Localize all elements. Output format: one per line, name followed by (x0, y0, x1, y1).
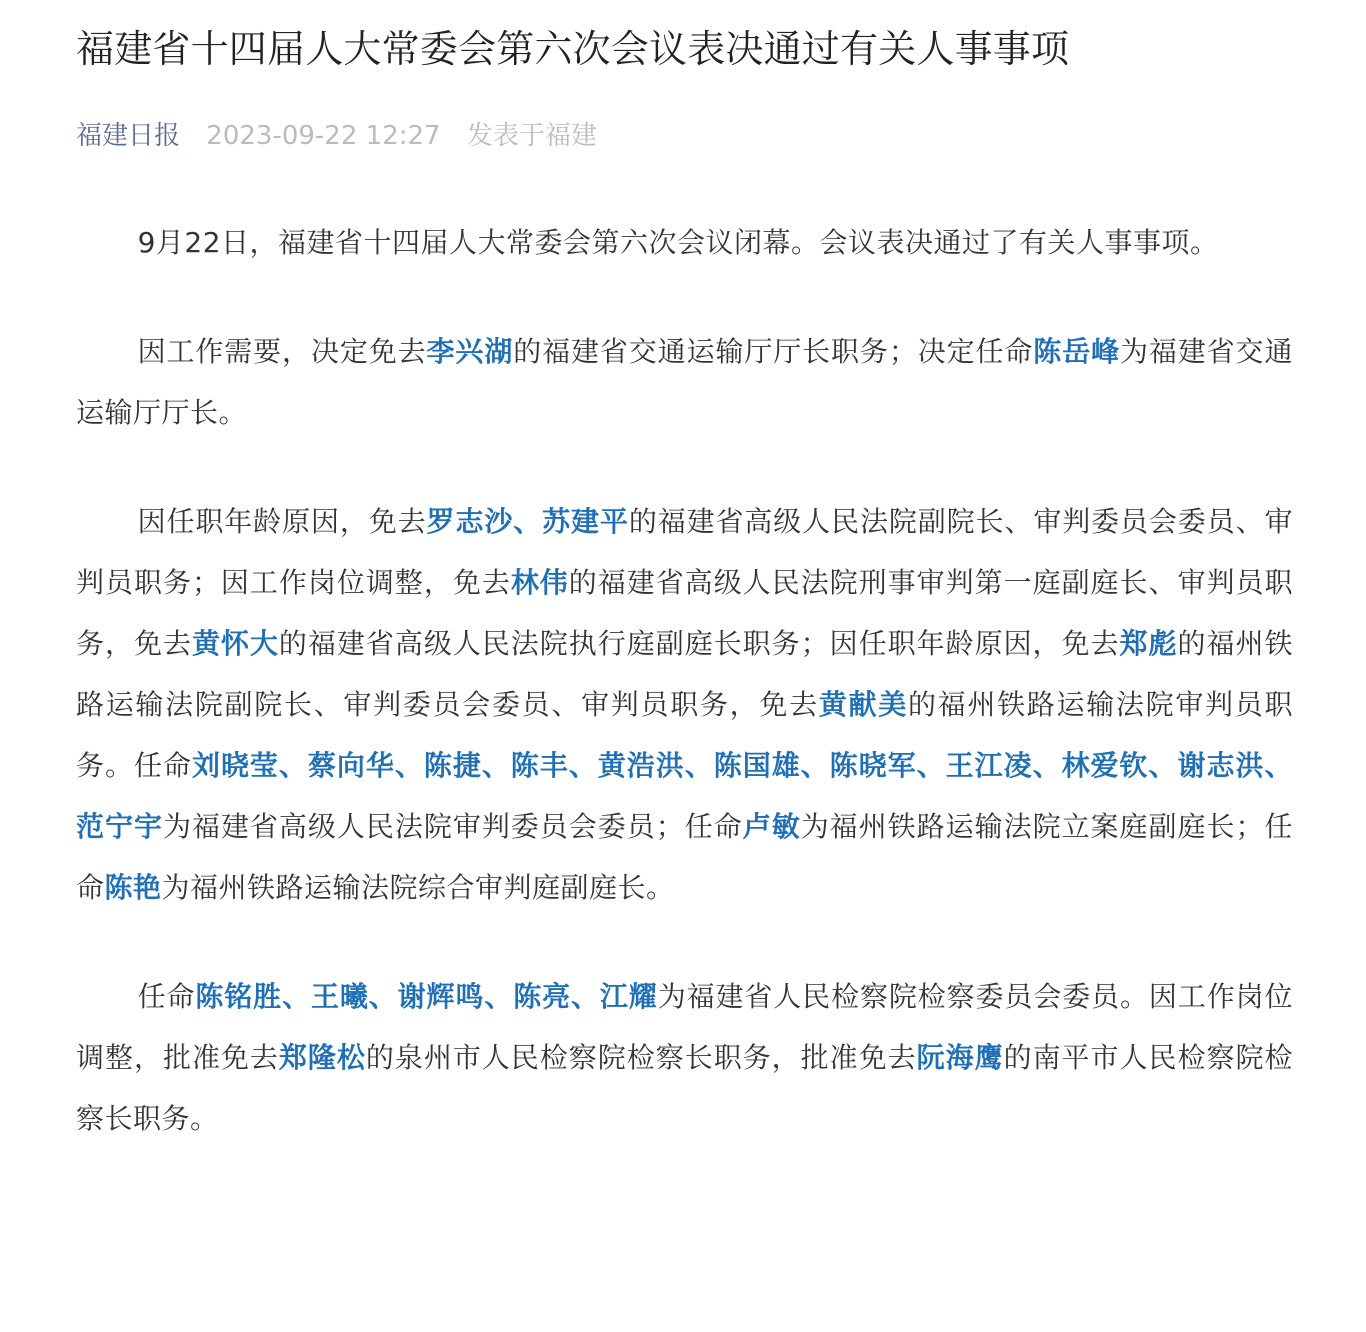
paragraph-text: 的福州铁路运输法院副院长、审判委员会委员、审判员职务，免去 (76, 627, 1293, 721)
paragraph-text: 为福建省人民检察院检察委员会委员。因工作岗位调整，批准免去 (76, 980, 1293, 1074)
highlighted-name: 陈铭胜、王曦、谢辉鸣、陈亮、江耀 (195, 980, 658, 1013)
highlighted-name: 陈艳 (104, 871, 162, 904)
paragraph-text: 的泉州市人民检察院检察长职务，批准免去 (365, 1041, 917, 1074)
paragraph-text: 任命 (137, 980, 196, 1013)
highlighted-name: 刘晓莹、蔡向华、陈捷、陈丰、黄浩洪、陈国雄、陈晓军、王江凌、林爱钦、谢志洪、范宁宇 (76, 749, 1293, 843)
highlighted-name: 李兴湖 (426, 335, 514, 368)
paragraph-text: 的福州铁路运输法院审判员职务。任命 (76, 688, 1293, 782)
highlighted-name: 黄怀大 (191, 627, 279, 660)
highlighted-name: 卢敏 (742, 810, 801, 843)
highlighted-name: 郑隆松 (278, 1041, 366, 1074)
paragraph-text: 因工作需要，决定免去 (137, 335, 427, 368)
paragraph-text: 9月22日，福建省十四届人大常委会第六次会议闭幕。会议表决通过了有关人事事项。 (137, 226, 1219, 259)
paragraph-text: 为福州铁路运输法院综合审判庭副庭长。 (161, 871, 675, 904)
publish-location: 发表于福建 (466, 121, 597, 151)
paragraph-text: 的福建省高级人民法院副院长、审判委员会委员、审判员职务；因工作岗位调整，免去 (76, 505, 1293, 599)
highlighted-name: 罗志沙、苏建平 (426, 505, 629, 538)
article-meta (76, 118, 1293, 154)
source-link[interactable]: 福建日报 (76, 121, 181, 151)
paragraph-text: 的福建省高级人民法院执行庭副庭长职务；因任职年龄原因，免去 (278, 627, 1120, 660)
article-content (76, 212, 1293, 1149)
paragraph (76, 212, 1293, 273)
paragraph-text: 的福建省交通运输厅厅长职务；决定任命 (513, 335, 1034, 368)
paragraph-text: 的南平市人民检察院检察长职务。 (76, 1041, 1293, 1135)
paragraph-text: 为福州铁路运输法院立案庭副庭长；任命 (76, 810, 1293, 904)
article-title: 福建省十四届人大常委会第六次会议表决通过有关人事事项 (76, 27, 1070, 71)
paragraph-text: 为福建省高级人民法院审判委员会委员；任命 (162, 810, 743, 843)
paragraph-text: 为福建省交通运输厅厅长。 (76, 335, 1293, 429)
highlighted-name: 陈岳峰 (1033, 335, 1120, 368)
paragraph-text: 的福建省高级人民法院刑事审判第一庭副庭长、审判员职务，免去 (76, 566, 1293, 660)
paragraph (76, 966, 1293, 1149)
highlighted-name: 阮海鹰 (916, 1041, 1004, 1074)
highlighted-name: 郑彪 (1119, 627, 1178, 660)
paragraph-text: 因任职年龄原因，免去 (137, 505, 427, 538)
paragraph (76, 491, 1293, 918)
highlighted-name: 林伟 (510, 566, 569, 599)
highlighted-name: 黄献美 (818, 688, 908, 721)
publish-time: 2023-09-22 12:27 (206, 121, 441, 151)
paragraph (76, 321, 1293, 443)
